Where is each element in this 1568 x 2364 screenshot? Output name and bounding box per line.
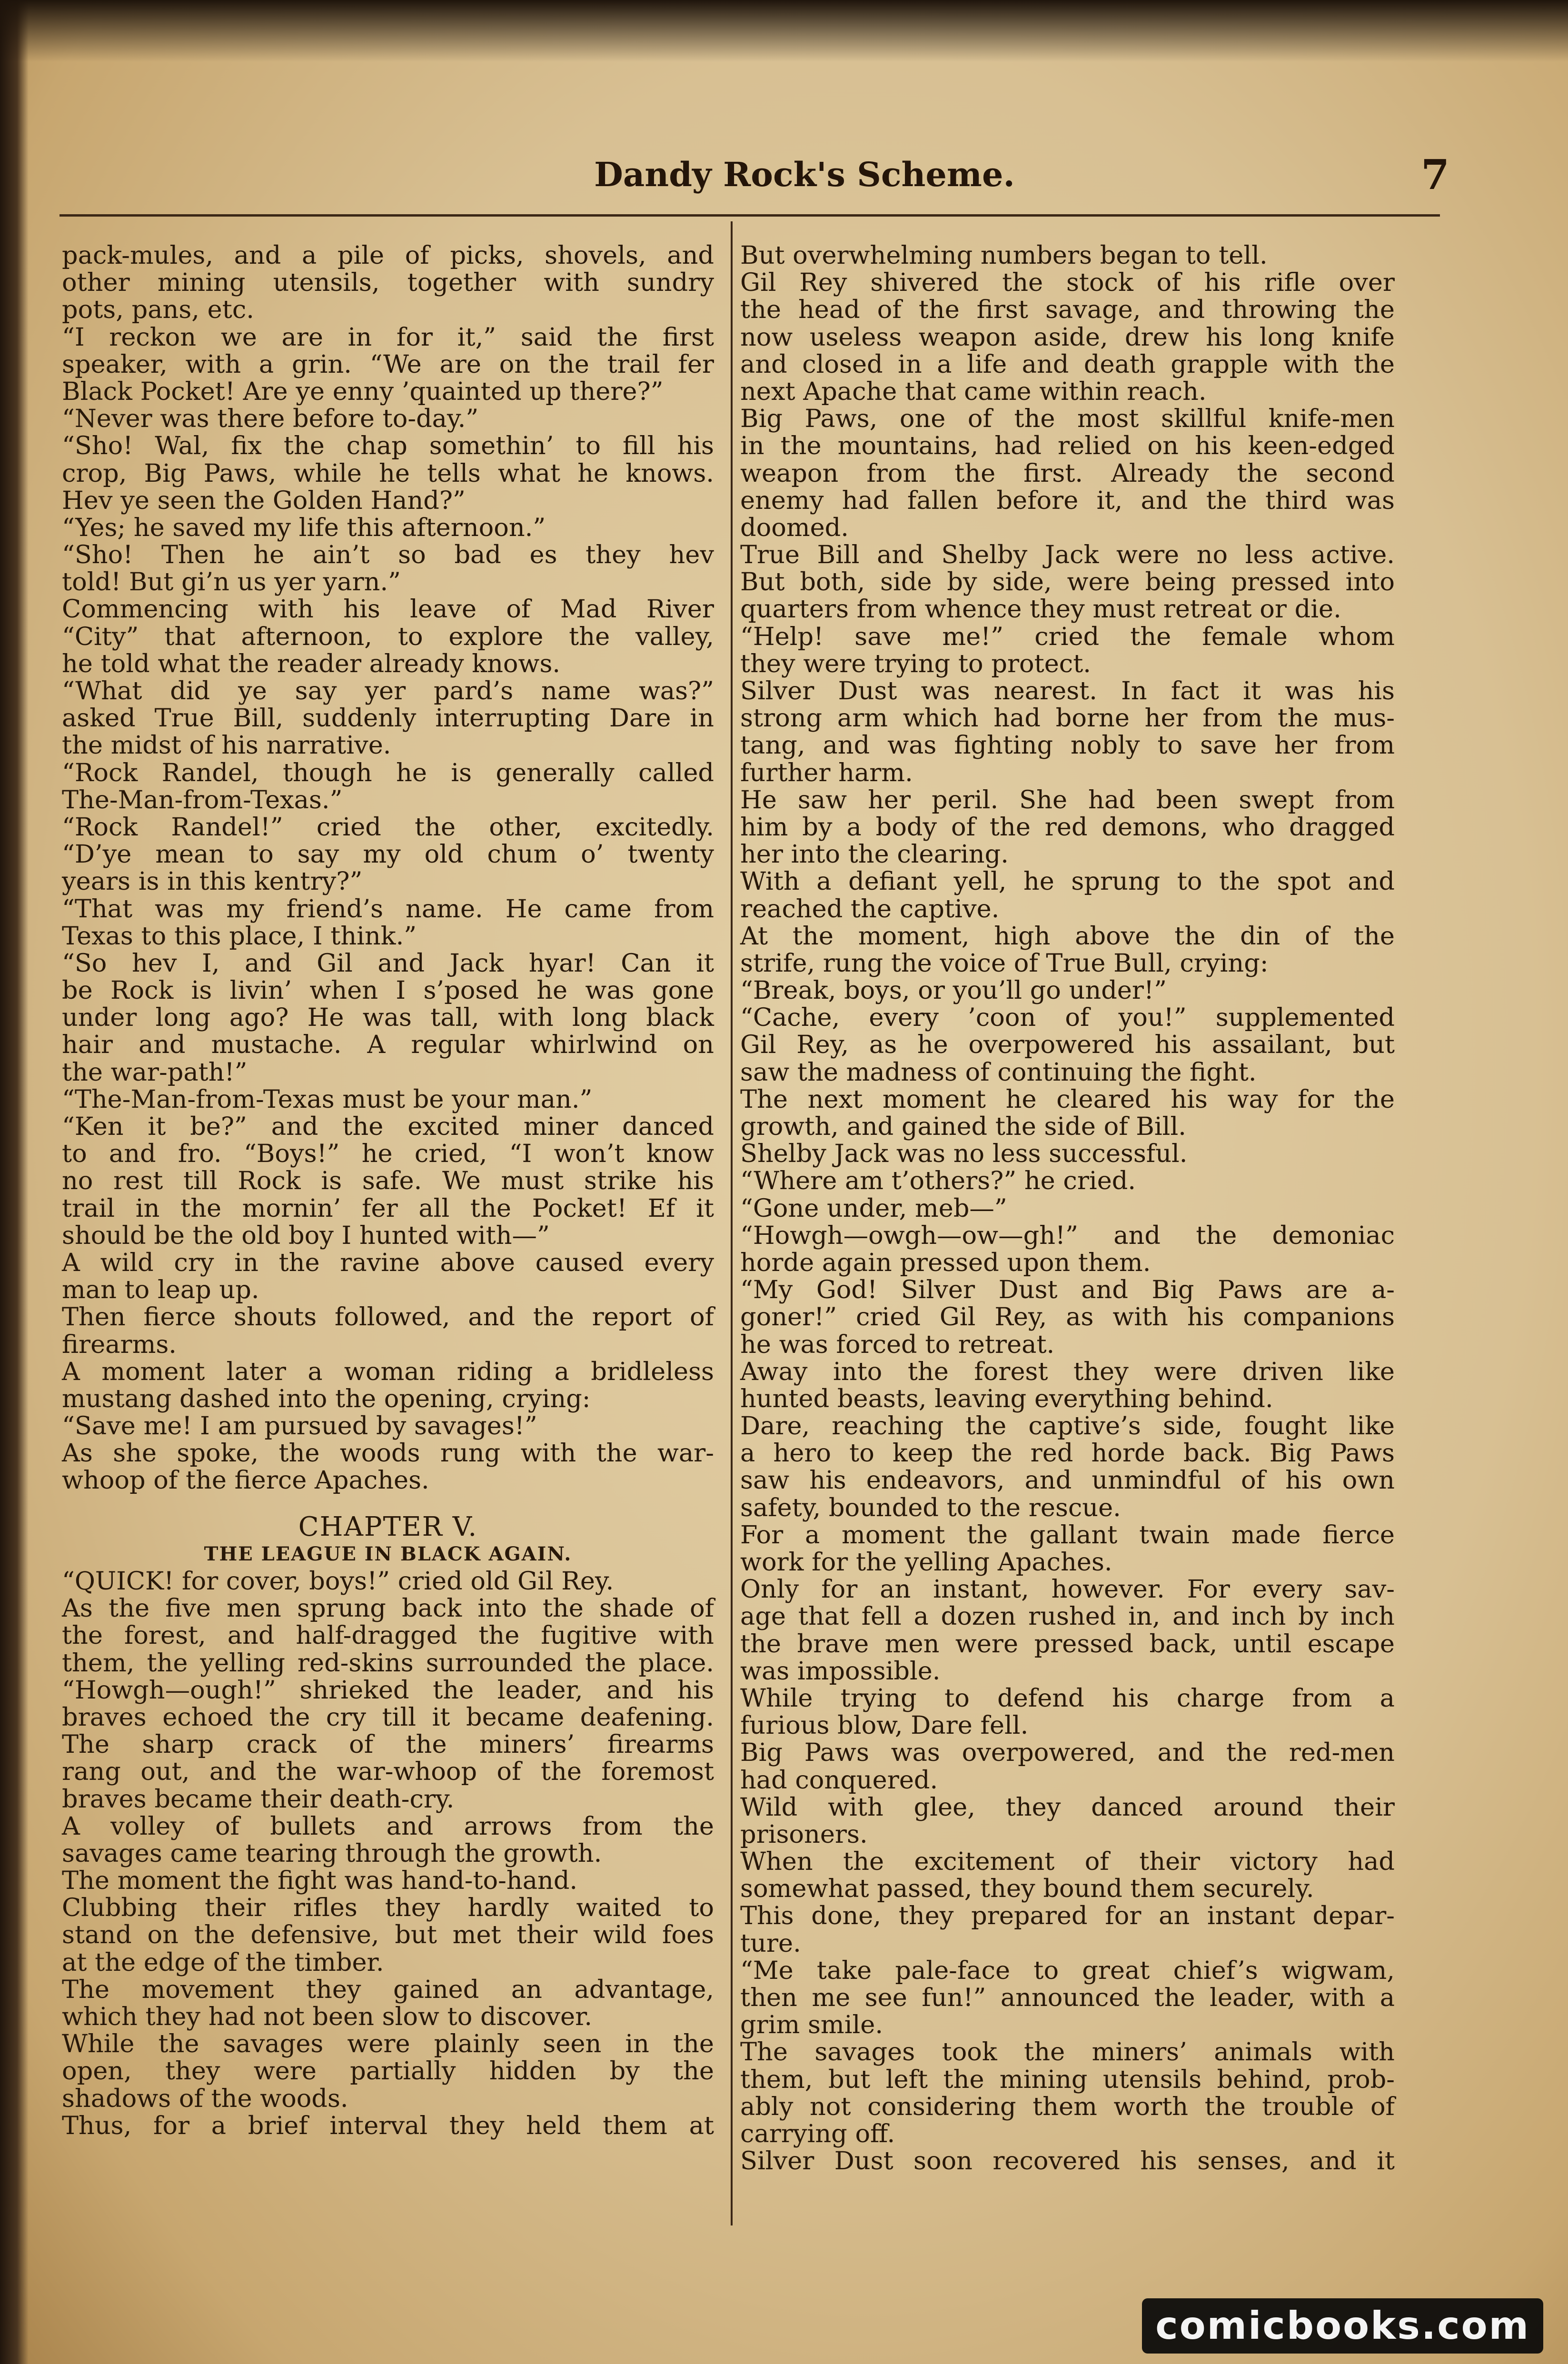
page-gutter-shadow	[0, 0, 29, 2364]
text-line: braves echoed the cry till it became deafening.	[62, 1702, 714, 1732]
page-header	[64, 151, 1454, 207]
text-line: Shelby Jack was no less successful.	[740, 1139, 1188, 1169]
text-line: “Ken it be?” and the excited miner danced	[62, 1112, 714, 1141]
text-line: Away into the forest they were driven like	[740, 1357, 1395, 1386]
text-line: “Cache, every ’coon of you!” supplemented	[740, 1003, 1395, 1033]
right-column	[740, 242, 1395, 2175]
text-line: “City” that afternoon, to explore the valley,	[62, 622, 714, 651]
text-line: “What did ye say yer pard’s name was?”	[62, 676, 714, 705]
text-line: While trying to defend his charge from a	[740, 1683, 1395, 1713]
text-line: “Sho! Then he ain’t so bad es they hev	[62, 540, 714, 570]
text-line: growth, and gained the side of Bill.	[740, 1112, 1186, 1141]
text-line: pots, pans, etc.	[62, 295, 254, 325]
text-line: open, they were partially hidden by the	[62, 2056, 714, 2086]
text-line: “Howgh—owgh—ow—gh!” and the demoniac	[740, 1221, 1395, 1250]
chapter-title: CHAPTER V.	[298, 1511, 478, 1542]
text-line: tang, and was fighting nobly to save her from	[740, 731, 1395, 760]
text-line: Gil Rey, as he overpowered his assailant, but	[740, 1030, 1395, 1060]
text-line: told! But gi’n us yer yarn.”	[62, 567, 401, 597]
text-line: the forest, and half-dragged the fugitive with	[62, 1621, 714, 1650]
text-line: Silver Dust was nearest. In fact it was his	[740, 676, 1395, 705]
text-line: But overwhelming numbers began to tell.	[740, 241, 1268, 270]
text-line: “So hev I, and Gil and Jack hyar! Can it	[62, 948, 714, 978]
text-line: He saw her peril. She had been swept from	[740, 785, 1395, 814]
text-line: The next moment he cleared his way for the	[740, 1084, 1395, 1114]
text-line: trail in the mornin’ fer all the Pocket! Ef it	[62, 1193, 714, 1223]
text-line: “Rock Randel, though he is generally called	[62, 758, 714, 787]
text-line: her into the clearing.	[740, 840, 1009, 869]
text-line: Dare, reaching the captive’s side, fought like	[740, 1411, 1395, 1441]
text-line: strife, rung the voice of True Bull, crying:	[740, 948, 1269, 978]
text-line: Thus, for a brief interval they held them at	[62, 2111, 714, 2140]
column-divider	[731, 221, 733, 2225]
text-line: The-Man-from-Texas.”	[62, 785, 343, 814]
watermark-logo: comicbooks.com	[1142, 2298, 1543, 2354]
text-line: horde again pressed upon them.	[740, 1248, 1151, 1277]
text-line: somewhat passed, they bound them securely.	[740, 1874, 1314, 1904]
text-line: As she spoke, the woods rung with the war-	[62, 1439, 714, 1468]
text-line: in the mountains, had relied on his keen-edged	[740, 431, 1395, 461]
text-line: he told what the reader already knows.	[62, 649, 561, 678]
text-line: age that fell a dozen rushed in, and inch by inch	[740, 1602, 1395, 1631]
text-line: be Rock is livin’ when I s’posed he was gone	[62, 976, 714, 1005]
text-line: Silver Dust soon recovered his senses, and it	[740, 2146, 1395, 2176]
text-line: “That was my friend’s name. He came from	[62, 894, 714, 924]
text-line: “Gone under, meb—”	[740, 1193, 1007, 1223]
text-line: strong arm which had borne her from the mus-	[740, 704, 1395, 733]
text-line: prisoners.	[740, 1819, 868, 1849]
header-rule	[60, 214, 1440, 217]
page-number: 7	[1421, 151, 1449, 199]
text-line: “Rock Randel!” cried the other, excitedly.	[62, 812, 714, 842]
text-line: goner!” cried Gil Rey, as with his companions	[740, 1302, 1395, 1332]
text-line: asked True Bill, suddenly interrupting Dare in	[62, 704, 714, 733]
text-line: As the five men sprung back into the shade of	[62, 1594, 714, 1623]
text-line: he was forced to retreat.	[740, 1330, 1055, 1359]
text-line: stand on the defensive, but met their wild foes	[62, 1920, 714, 1950]
text-line: mustang dashed into the opening, crying:	[62, 1384, 591, 1413]
text-line: Hev ye seen the Golden Hand?”	[62, 486, 466, 515]
text-line: no rest till Rock is safe. We must strike his	[62, 1166, 714, 1196]
text-line: “My God! Silver Dust and Big Paws are a-	[740, 1275, 1395, 1305]
text-line: other mining utensils, together with sundry	[62, 268, 714, 298]
text-line: was impossible.	[740, 1656, 941, 1686]
text-line: years is in this kentry?”	[62, 867, 363, 896]
text-line: “I reckon we are in for it,” said the first	[62, 322, 714, 352]
text-line: “Sho! Wal, fix the chap somethin’ to fill his	[62, 431, 714, 461]
text-line: braves became their death-cry.	[62, 1784, 455, 1814]
text-line: they were trying to protect.	[740, 649, 1091, 678]
text-line: Clubbing their rifles they hardly waited to	[62, 1893, 714, 1923]
text-line: the head of the first savage, and throwing the	[740, 295, 1395, 325]
text-line: “Where am t’others?” he cried.	[740, 1166, 1136, 1196]
text-line: Big Paws, one of the most skillful knife-men	[740, 404, 1395, 434]
text-line: “Break, boys, or you’ll go under!”	[740, 976, 1167, 1005]
text-line: work for the yelling Apaches.	[740, 1548, 1112, 1577]
text-line: Big Paws was overpowered, and the red-men	[740, 1738, 1395, 1768]
text-line: reached the captive.	[740, 894, 1000, 924]
text-line: With a defiant yell, he sprung to the spot and	[740, 867, 1395, 896]
text-line: hunted beasts, leaving everything behind.	[740, 1384, 1273, 1413]
text-line: A volley of bullets and arrows from the	[62, 1811, 714, 1841]
text-line: them, the yelling red-skins surrounded the place.	[62, 1648, 714, 1678]
text-line: True Bill and Shelby Jack were no less active.	[740, 540, 1395, 570]
text-line: ture.	[740, 1928, 801, 1958]
text-line: now useless weapon aside, drew his long knife	[740, 322, 1395, 352]
text-line: shadows of the woods.	[62, 2084, 348, 2113]
text-line: speaker, with a grin. “We are on the trail fer	[62, 349, 714, 379]
text-line: then me see fun!” announced the leader, with a	[740, 1983, 1395, 2012]
text-line: Only for an instant, however. For every sav-	[740, 1575, 1395, 1604]
text-line: the war-path!”	[62, 1057, 248, 1087]
text-line: rang out, and the war-whoop of the foremost	[62, 1757, 714, 1787]
text-line: Black Pocket! Are ye enny ’quainted up there?”	[62, 377, 664, 406]
text-line: saw his endeavors, and unmindful of his own	[740, 1466, 1395, 1495]
text-line: to and fro. “Boys!” he cried, “I won’t know	[62, 1139, 714, 1169]
text-line: Commencing with his leave of Mad River	[62, 595, 714, 624]
text-line: safety, bounded to the rescue.	[740, 1493, 1121, 1522]
text-line: crop, Big Paws, while he tells what he knows.	[62, 458, 714, 488]
text-line: “Me take pale-face to great chief’s wigwam,	[740, 1956, 1395, 1985]
text-line: Wild with glee, they danced around their	[740, 1792, 1395, 1822]
text-line: firearms.	[62, 1330, 177, 1359]
text-line: “Never was there before to-day.”	[62, 404, 479, 434]
text-line: had conquered.	[740, 1765, 938, 1795]
text-line: the midst of his narrative.	[62, 731, 391, 760]
left-column	[62, 242, 714, 2139]
text-line: carrying off.	[740, 2119, 895, 2148]
text-line: “Save me! I am pursued by savages!”	[62, 1411, 537, 1441]
text-line: The savages took the miners’ animals with	[740, 2037, 1395, 2067]
text-line: pack-mules, and a pile of picks, shovels, and	[62, 241, 714, 270]
text-line: A moment later a woman riding a bridleless	[62, 1357, 714, 1386]
text-line: weapon from the first. Already the second	[740, 458, 1395, 488]
text-line: hair and mustache. A regular whirlwind on	[62, 1030, 714, 1060]
text-line: next Apache that came within reach.	[740, 377, 1207, 406]
left-column-text-after-chapter	[62, 1568, 714, 2139]
text-line: Texas to this place, I think.”	[62, 921, 417, 951]
page-top-shadow	[0, 0, 1568, 62]
text-line: furious blow, Dare fell.	[740, 1711, 1029, 1740]
text-line: While the savages were plainly seen in the	[62, 2029, 714, 2059]
text-line: whoop of the fierce Apaches.	[62, 1466, 429, 1495]
text-line: At the moment, high above the din of the	[740, 921, 1395, 951]
text-line: A wild cry in the ravine above caused every	[62, 1248, 714, 1277]
right-column-text	[740, 242, 1395, 2175]
text-line: “D’ye mean to say my old chum o’ twenty	[62, 840, 714, 869]
text-line: man to leap up.	[62, 1275, 259, 1305]
chapter-subtitle: THE LEAGUE IN BLACK AGAIN.	[204, 1542, 572, 1565]
text-line: “Howgh—ough!” shrieked the leader, and his	[62, 1675, 714, 1705]
text-line: enemy had fallen before it, and the third was	[740, 486, 1395, 515]
text-line: further harm.	[740, 758, 913, 787]
text-line: which they had not been slow to discover.	[62, 2002, 593, 2031]
text-line: the brave men were pressed back, until escape	[740, 1629, 1395, 1659]
text-line: The sharp crack of the miners’ firearms	[62, 1730, 714, 1759]
text-line: Gil Rey shivered the stock of his rifle over	[740, 268, 1395, 298]
left-column-text	[62, 242, 714, 1494]
text-line: at the edge of the timber.	[62, 1947, 384, 1977]
text-line: a hero to keep the red horde back. Big Paws	[740, 1439, 1395, 1468]
text-line: should be the old boy I hunted with—”	[62, 1221, 550, 1250]
running-title: Dandy Rock's Scheme.	[594, 155, 1015, 194]
text-line: under long ago? He was tall, with long black	[62, 1003, 714, 1033]
text-line: him by a body of the red demons, who dragged	[740, 812, 1395, 842]
text-line: and closed in a life and death grapple with the	[740, 349, 1395, 379]
text-line: The movement they gained an advantage,	[62, 1975, 714, 2004]
text-line: doomed.	[740, 513, 849, 542]
text-line: savages came tearing through the growth.	[62, 1838, 602, 1868]
text-line: them, but left the mining utensils behind, prob-	[740, 2065, 1395, 2094]
text-line: The moment the fight was hand-to-hand.	[62, 1866, 578, 1896]
text-line: Then fierce shouts followed, and the report of	[62, 1302, 714, 1332]
text-line: But both, side by side, were being pressed into	[740, 567, 1395, 597]
text-line: “The-Man-from-Texas must be your man.”	[62, 1084, 593, 1114]
text-line: “QUICK! for cover, boys!” cried old Gil Rey.	[62, 1567, 614, 1596]
text-line: This done, they prepared for an instant depar-	[740, 1901, 1395, 1931]
text-line: “Yes; he saved my life this afternoon.”	[62, 513, 546, 542]
text-line: quarters from whence they must retreat or die.	[740, 595, 1341, 624]
text-line: When the excitement of their victory had	[740, 1847, 1395, 1877]
text-line: saw the madness of continuing the fight.	[740, 1057, 1257, 1087]
text-line: grim smile.	[740, 2010, 883, 2040]
text-line: ably not considering them worth the trouble of	[740, 2092, 1395, 2121]
text-line: “Help! save me!” cried the female whom	[740, 622, 1395, 651]
text-line: For a moment the gallant twain made fierce	[740, 1520, 1395, 1550]
